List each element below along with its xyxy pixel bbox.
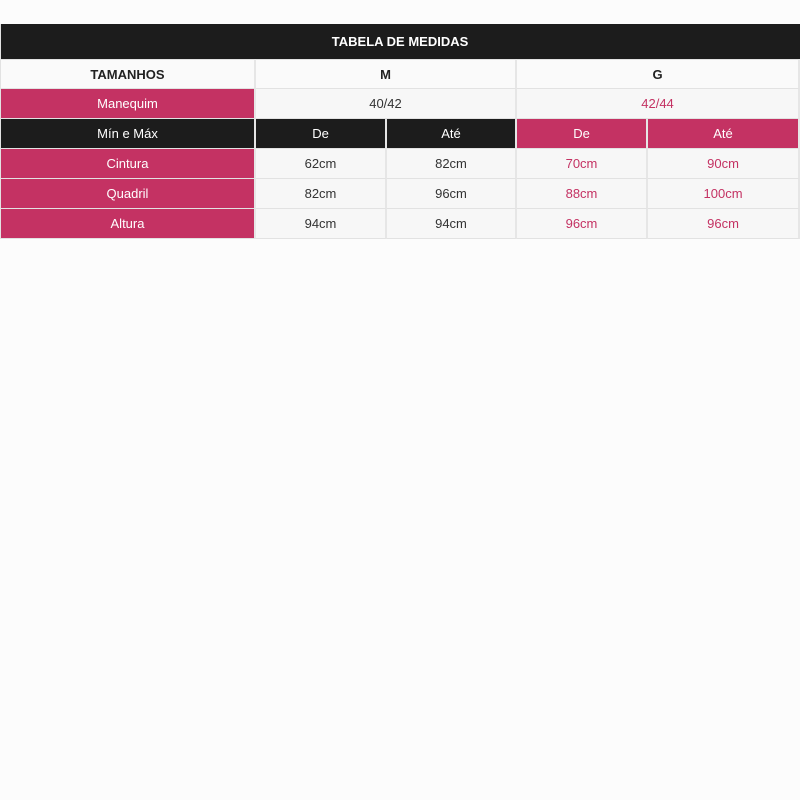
m-from-header: De (256, 119, 387, 149)
g-from-header: De (517, 119, 648, 149)
title-row (0, 24, 800, 59)
sizes-row (0, 59, 800, 89)
m-to-value: 82cm (387, 149, 517, 179)
measure-label: Cintura (0, 149, 256, 179)
g-to-header: Até (648, 119, 800, 149)
measure-label: Quadril (0, 179, 256, 209)
g-from-value: 70cm (517, 149, 648, 179)
table-row (0, 209, 800, 239)
m-to-header: Até (387, 119, 517, 149)
table-row (0, 179, 800, 209)
measure-label: Altura (0, 209, 256, 239)
m-to-value: 96cm (387, 179, 517, 209)
manequim-label: Manequim (0, 89, 256, 119)
size-m-header: M (256, 59, 517, 89)
manequim-g-value: 42/44 (517, 89, 800, 119)
sizes-label: TAMANHOS (0, 59, 256, 89)
table-row (0, 149, 800, 179)
g-to-value: 100cm (648, 179, 800, 209)
m-from-value: 82cm (256, 179, 387, 209)
size-g-header: G (517, 59, 800, 89)
g-to-value: 96cm (648, 209, 800, 239)
manequim-m-value: 40/42 (256, 89, 517, 119)
size-chart-table (0, 24, 800, 239)
range-label: Mín e Máx (0, 119, 256, 149)
g-to-value: 90cm (648, 149, 800, 179)
m-from-value: 62cm (256, 149, 387, 179)
g-from-value: 96cm (517, 209, 648, 239)
range-header-row (0, 119, 800, 149)
manequim-row (0, 89, 800, 119)
g-from-value: 88cm (517, 179, 648, 209)
table-title: TABELA DE MEDIDAS (0, 24, 800, 59)
m-to-value: 94cm (387, 209, 517, 239)
m-from-value: 94cm (256, 209, 387, 239)
